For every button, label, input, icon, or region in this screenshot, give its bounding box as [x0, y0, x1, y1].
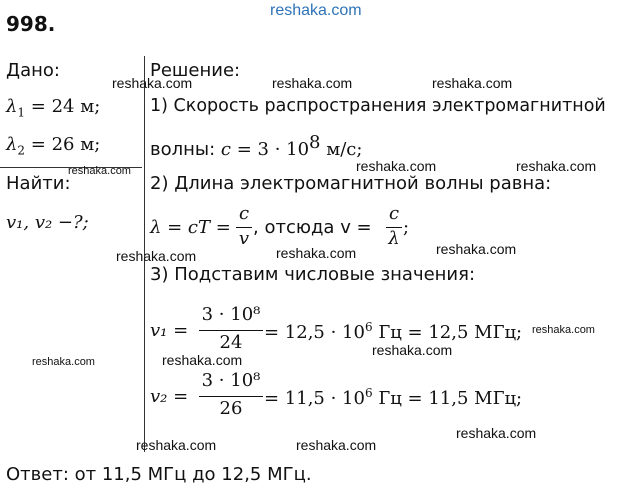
- watermark: reshaka.com: [432, 75, 513, 91]
- watermark-top: reshaka.com: [270, 2, 362, 19]
- watermark: reshaka.com: [136, 437, 217, 453]
- fraction-bar: [199, 396, 263, 397]
- step2-left: λ = cT =: [150, 217, 231, 238]
- given-lambda1: $\lambda_1 = 24$ м;: [6, 96, 101, 120]
- find-expr: v₁, v₂ −?;: [6, 212, 89, 233]
- v1-num: 3 · 10⁸: [201, 304, 261, 325]
- watermark: reshaka.com: [276, 245, 357, 261]
- v2-fraction: [199, 370, 263, 420]
- step2-f2-num: c: [388, 203, 400, 224]
- watermark: reshaka.com: [162, 352, 243, 368]
- step2-f1-den: v: [238, 228, 250, 249]
- step2-f1-num: c: [238, 203, 250, 224]
- step3-line1: 3) Подставим числовые значения:: [150, 264, 476, 285]
- watermark: reshaka.com: [32, 356, 95, 368]
- answer-line: Ответ: от 11,5 МГц до 12,5 МГц.: [6, 464, 312, 485]
- find-heading: Найти:: [6, 173, 71, 194]
- step2-fraction-1: [236, 203, 252, 249]
- v1-rhs: = $12,5 \cdot 10^6$ Гц = 12,5 МГц;: [264, 320, 523, 343]
- v1-fraction: [199, 304, 263, 354]
- v2-den: 26: [219, 398, 243, 419]
- watermark: reshaka.com: [116, 248, 197, 264]
- watermark: reshaka.com: [372, 342, 453, 358]
- watermark: reshaka.com: [272, 75, 353, 91]
- step2-line1: 2) Длина электромагнитной волны равна:: [150, 173, 552, 194]
- watermark: reshaka.com: [436, 241, 517, 257]
- watermark: reshaka.com: [532, 324, 595, 336]
- step1-line1: 1) Скорость распространения электромагнитной: [150, 96, 606, 116]
- watermark: reshaka.com: [296, 437, 377, 453]
- solution-heading: Решение:: [150, 60, 241, 81]
- step2-end: ;: [403, 217, 410, 238]
- problem-number: 998.: [6, 12, 56, 36]
- watermark: reshaka.com: [516, 158, 597, 174]
- step2-fraction-2: [386, 203, 402, 249]
- v2-lhs: v₂ =: [150, 386, 189, 407]
- watermark: reshaka.com: [356, 158, 437, 174]
- v1-den: 24: [219, 332, 243, 353]
- step1-line2: волны: $c = 3 \cdot 10^8$ м/с;: [150, 132, 363, 160]
- given-lambda2: $\lambda_2 = 26$ м;: [6, 134, 101, 158]
- watermark: reshaka.com: [112, 75, 193, 91]
- step2-f2-den: λ: [388, 228, 400, 249]
- watermark: reshaka.com: [456, 425, 537, 441]
- watermark: reshaka.com: [68, 165, 131, 177]
- step2-mid: , отсюда v =: [253, 217, 372, 238]
- given-heading: Дано:: [6, 60, 60, 81]
- v2-num: 3 · 10⁸: [201, 370, 261, 391]
- v1-lhs: v₁ =: [150, 320, 189, 341]
- fraction-bar: [199, 330, 263, 331]
- v2-rhs: = $11,5 \cdot 10^6$ Гц = 11,5 МГц;: [264, 386, 523, 409]
